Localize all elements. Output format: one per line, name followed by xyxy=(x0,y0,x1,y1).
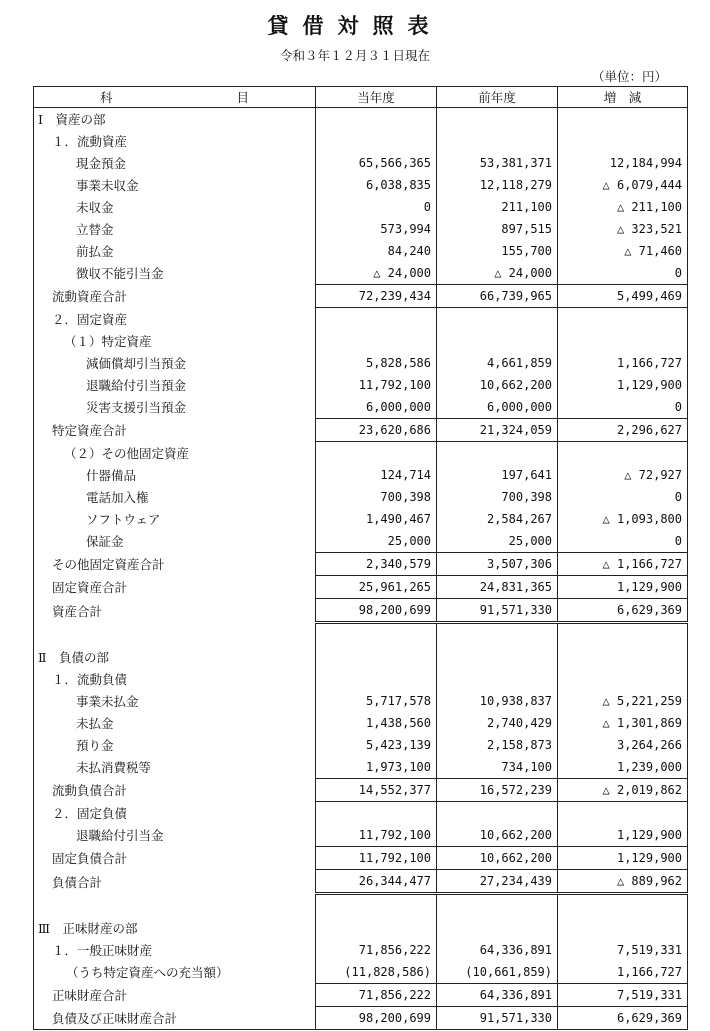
previous-year-value: 3,507,306 xyxy=(437,553,558,576)
row-label: 固定負債合計 xyxy=(34,847,316,870)
previous-year-value: 897,515 xyxy=(437,218,558,240)
current-year-value xyxy=(316,646,437,668)
previous-year-value: 24,831,365 xyxy=(437,576,558,599)
previous-year-value: 91,571,330 xyxy=(437,1007,558,1030)
table-row xyxy=(34,553,688,576)
row-label: 立替金 xyxy=(34,218,316,240)
document-title: 貸借対照表 xyxy=(267,13,443,38)
current-year-value: 98,200,699 xyxy=(316,599,437,623)
change-value: 1,129,900 xyxy=(558,824,688,847)
table-row xyxy=(34,870,688,894)
table-row xyxy=(34,442,688,465)
table-body xyxy=(34,108,688,1030)
change-value xyxy=(558,108,688,131)
table-row xyxy=(34,576,688,599)
previous-year-value xyxy=(437,623,558,647)
change-value: 6,629,369 xyxy=(558,1007,688,1030)
current-year-value xyxy=(316,802,437,825)
change-value xyxy=(558,623,688,647)
change-value: △ 2,019,862 xyxy=(558,779,688,802)
previous-year-value xyxy=(437,330,558,352)
current-year-value: 6,000,000 xyxy=(316,396,437,419)
table-row xyxy=(34,174,688,196)
current-year-value xyxy=(316,623,437,647)
change-value: 0 xyxy=(558,396,688,419)
row-label: 退職給付引当金 xyxy=(34,824,316,847)
previous-year-value: 21,324,059 xyxy=(437,419,558,442)
table-row xyxy=(34,917,688,939)
current-year-value xyxy=(316,917,437,939)
table-row xyxy=(34,847,688,870)
change-value xyxy=(558,308,688,331)
current-year-value: 23,620,686 xyxy=(316,419,437,442)
as-of-date: 令和３年１２月３１日現在 xyxy=(279,48,430,63)
table-row xyxy=(34,152,688,174)
row-label: Ⅲ 正味財産の部 xyxy=(34,917,316,939)
previous-year-value: 27,234,439 xyxy=(437,870,558,894)
change-value: 1,129,900 xyxy=(558,374,688,396)
change-value: △ 1,093,800 xyxy=(558,508,688,530)
row-label: （２）その他固定資産 xyxy=(34,442,316,465)
header-previous-year: 前年度 xyxy=(437,87,558,108)
previous-year-value: 700,398 xyxy=(437,486,558,508)
previous-year-value: 10,662,200 xyxy=(437,847,558,870)
previous-year-value xyxy=(437,308,558,331)
row-label: ２．固定資産 xyxy=(34,308,316,331)
row-label xyxy=(34,894,316,918)
balance-sheet-table xyxy=(33,86,688,1030)
row-label: 減価償却引当預金 xyxy=(34,352,316,374)
header-subject-left: 科 xyxy=(99,90,113,105)
table-row xyxy=(34,308,688,331)
row-label: その他固定資産合計 xyxy=(34,553,316,576)
previous-year-value xyxy=(437,130,558,152)
change-value xyxy=(558,130,688,152)
row-label: １．流動負債 xyxy=(34,668,316,690)
current-year-value: 11,792,100 xyxy=(316,847,437,870)
row-label: 退職給付引当預金 xyxy=(34,374,316,396)
current-year-value: 98,200,699 xyxy=(316,1007,437,1030)
previous-year-value xyxy=(437,108,558,131)
change-value: △ 323,521 xyxy=(558,218,688,240)
table-row xyxy=(34,824,688,847)
previous-year-value: 25,000 xyxy=(437,530,558,553)
row-label: ソフトウェア xyxy=(34,508,316,530)
previous-year-value: 211,100 xyxy=(437,196,558,218)
previous-year-value: 6,000,000 xyxy=(437,396,558,419)
row-label: 未収金 xyxy=(34,196,316,218)
previous-year-value: △ 24,000 xyxy=(437,262,558,285)
previous-year-value: 91,571,330 xyxy=(437,599,558,623)
current-year-value: 65,566,365 xyxy=(316,152,437,174)
current-year-value: 2,340,579 xyxy=(316,553,437,576)
previous-year-value xyxy=(437,802,558,825)
table-row xyxy=(34,486,688,508)
row-label: （１）特定資産 xyxy=(34,330,316,352)
change-value: 1,129,900 xyxy=(558,576,688,599)
change-value: 3,264,266 xyxy=(558,734,688,756)
change-value: 1,239,000 xyxy=(558,756,688,779)
current-year-value: 5,828,586 xyxy=(316,352,437,374)
change-value xyxy=(558,442,688,465)
change-value xyxy=(558,668,688,690)
row-label: 未払金 xyxy=(34,712,316,734)
current-year-value: 11,792,100 xyxy=(316,824,437,847)
header-row xyxy=(34,87,688,108)
current-year-value: 26,344,477 xyxy=(316,870,437,894)
previous-year-value: 2,158,873 xyxy=(437,734,558,756)
table-row xyxy=(34,779,688,802)
change-value: △ 211,100 xyxy=(558,196,688,218)
row-label: 負債合計 xyxy=(34,870,316,894)
row-label: 什器備品 xyxy=(34,464,316,486)
previous-year-value: 64,336,891 xyxy=(437,984,558,1007)
row-label: 現金預金 xyxy=(34,152,316,174)
change-value xyxy=(558,802,688,825)
table-row xyxy=(34,108,688,131)
previous-year-value xyxy=(437,668,558,690)
table-row xyxy=(34,690,688,712)
row-label: 事業未払金 xyxy=(34,690,316,712)
row-label: ２．固定負債 xyxy=(34,802,316,825)
current-year-value xyxy=(316,308,437,331)
row-label: 負債及び正味財産合計 xyxy=(34,1007,316,1030)
previous-year-value: 12,118,279 xyxy=(437,174,558,196)
table-row xyxy=(34,130,688,152)
change-value: 1,166,727 xyxy=(558,961,688,984)
change-value: 0 xyxy=(558,530,688,553)
row-label: Ⅱ 負債の部 xyxy=(34,646,316,668)
row-label: （うち特定資産への充当額） xyxy=(34,961,316,984)
current-year-value: (11,828,586) xyxy=(316,961,437,984)
current-year-value xyxy=(316,130,437,152)
change-value: 1,166,727 xyxy=(558,352,688,374)
previous-year-value: 10,662,200 xyxy=(437,824,558,847)
change-value: 12,184,994 xyxy=(558,152,688,174)
row-label: 保証金 xyxy=(34,530,316,553)
row-label: 正味財産合計 xyxy=(34,984,316,1007)
table-row xyxy=(34,668,688,690)
row-label: 徴収不能引当金 xyxy=(34,262,316,285)
change-value: 0 xyxy=(558,262,688,285)
change-value: △ 1,166,727 xyxy=(558,553,688,576)
previous-year-value: 66,739,965 xyxy=(437,285,558,308)
previous-year-value xyxy=(437,442,558,465)
current-year-value xyxy=(316,894,437,918)
table-row xyxy=(34,894,688,918)
change-value: 2,296,627 xyxy=(558,419,688,442)
change-value: 5,499,469 xyxy=(558,285,688,308)
table-row xyxy=(34,646,688,668)
table-row xyxy=(34,285,688,308)
current-year-value: 72,239,434 xyxy=(316,285,437,308)
row-label: 災害支援引当預金 xyxy=(34,396,316,419)
table-row xyxy=(34,464,688,486)
previous-year-value: 155,700 xyxy=(437,240,558,262)
table-row xyxy=(34,240,688,262)
row-label: １．流動資産 xyxy=(34,130,316,152)
table-row xyxy=(34,262,688,285)
row-label: 預り金 xyxy=(34,734,316,756)
change-value: △ 889,962 xyxy=(558,870,688,894)
row-label: １．一般正味財産 xyxy=(34,939,316,961)
table-row xyxy=(34,984,688,1007)
current-year-value: 71,856,222 xyxy=(316,939,437,961)
current-year-value: 700,398 xyxy=(316,486,437,508)
previous-year-value: (10,661,859) xyxy=(437,961,558,984)
change-value: 7,519,331 xyxy=(558,939,688,961)
current-year-value: 84,240 xyxy=(316,240,437,262)
header-subject xyxy=(34,87,316,108)
previous-year-value: 734,100 xyxy=(437,756,558,779)
current-year-value: 1,973,100 xyxy=(316,756,437,779)
change-value xyxy=(558,646,688,668)
table-row xyxy=(34,802,688,825)
header-change: 増 減 xyxy=(558,87,688,108)
change-value xyxy=(558,917,688,939)
current-year-value xyxy=(316,442,437,465)
change-value xyxy=(558,330,688,352)
previous-year-value xyxy=(437,917,558,939)
table-row xyxy=(34,508,688,530)
previous-year-value: 64,336,891 xyxy=(437,939,558,961)
previous-year-value: 2,740,429 xyxy=(437,712,558,734)
previous-year-value: 53,381,371 xyxy=(437,152,558,174)
row-label: 電話加入権 xyxy=(34,486,316,508)
current-year-value: 1,490,467 xyxy=(316,508,437,530)
current-year-value: 573,994 xyxy=(316,218,437,240)
table-row xyxy=(34,623,688,647)
current-year-value: 124,714 xyxy=(316,464,437,486)
table-row xyxy=(34,712,688,734)
current-year-value: 6,038,835 xyxy=(316,174,437,196)
previous-year-value: 10,938,837 xyxy=(437,690,558,712)
previous-year-value: 2,584,267 xyxy=(437,508,558,530)
change-value: 6,629,369 xyxy=(558,599,688,623)
row-label: 資産合計 xyxy=(34,599,316,623)
previous-year-value: 197,641 xyxy=(437,464,558,486)
current-year-value: 11,792,100 xyxy=(316,374,437,396)
current-year-value xyxy=(316,330,437,352)
current-year-value xyxy=(316,668,437,690)
table-row xyxy=(34,196,688,218)
change-value: △ 6,079,444 xyxy=(558,174,688,196)
header-current-year: 当年度 xyxy=(316,87,437,108)
table-row xyxy=(34,939,688,961)
table-row xyxy=(34,419,688,442)
change-value: △ 71,460 xyxy=(558,240,688,262)
current-year-value: 14,552,377 xyxy=(316,779,437,802)
change-value: 7,519,331 xyxy=(558,984,688,1007)
previous-year-value: 16,572,239 xyxy=(437,779,558,802)
previous-year-value xyxy=(437,646,558,668)
previous-year-value: 4,661,859 xyxy=(437,352,558,374)
current-year-value: 1,438,560 xyxy=(316,712,437,734)
change-value xyxy=(558,894,688,918)
table-row xyxy=(34,396,688,419)
change-value: △ 72,927 xyxy=(558,464,688,486)
table-row xyxy=(34,374,688,396)
current-year-value: 71,856,222 xyxy=(316,984,437,1007)
table-row xyxy=(34,352,688,374)
change-value: 0 xyxy=(558,486,688,508)
row-label: 事業未収金 xyxy=(34,174,316,196)
current-year-value xyxy=(316,108,437,131)
current-year-value: 0 xyxy=(316,196,437,218)
table-row xyxy=(34,218,688,240)
current-year-value: 25,000 xyxy=(316,530,437,553)
row-label: 流動資産合計 xyxy=(34,285,316,308)
table-row xyxy=(34,756,688,779)
previous-year-value: 10,662,200 xyxy=(437,374,558,396)
current-year-value: 5,717,578 xyxy=(316,690,437,712)
row-label: 固定資産合計 xyxy=(34,576,316,599)
row-label: 特定資産合計 xyxy=(34,419,316,442)
table-row xyxy=(34,530,688,553)
current-year-value: 25,961,265 xyxy=(316,576,437,599)
row-label: 前払金 xyxy=(34,240,316,262)
table-row xyxy=(34,961,688,984)
table-row xyxy=(34,599,688,623)
current-year-value: △ 24,000 xyxy=(316,262,437,285)
table-row xyxy=(34,330,688,352)
table-row xyxy=(34,734,688,756)
row-label: Ⅰ 資産の部 xyxy=(34,108,316,131)
header-subject-right: 目 xyxy=(236,90,249,105)
unit-label: （単位：円） xyxy=(592,69,668,84)
current-year-value: 5,423,139 xyxy=(316,734,437,756)
previous-year-value xyxy=(437,894,558,918)
change-value: △ 1,301,869 xyxy=(558,712,688,734)
row-label: 流動負債合計 xyxy=(34,779,316,802)
row-label: 未払消費税等 xyxy=(34,756,316,779)
change-value: △ 5,221,259 xyxy=(558,690,688,712)
row-label xyxy=(34,623,316,647)
table-row xyxy=(34,1007,688,1030)
change-value: 1,129,900 xyxy=(558,847,688,870)
